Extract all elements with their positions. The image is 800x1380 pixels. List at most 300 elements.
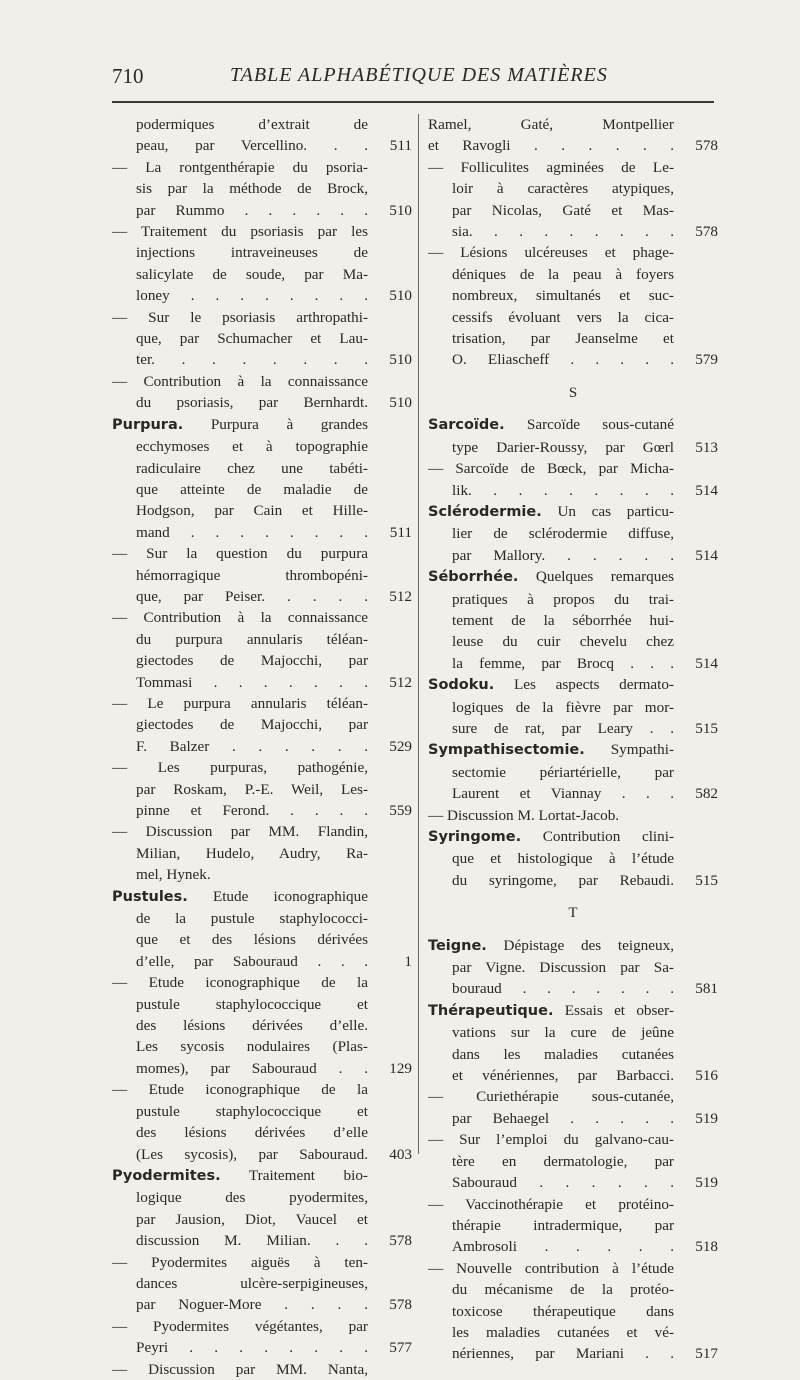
entry-text: Un cas particu-: [557, 502, 674, 520]
entry-text: par Nicolas, Gaté et Mas-: [452, 201, 674, 219]
index-entry: [112, 1165, 412, 1252]
entry-line: [428, 523, 718, 544]
index-entry: [112, 607, 412, 693]
entry-line: [112, 114, 412, 135]
entry-line: [112, 221, 412, 242]
entry-text: sectomie périartérielle, par: [452, 763, 674, 781]
index-entry: [428, 242, 718, 370]
entry-text: — Curiethérapie sous-cutanée,: [428, 1088, 674, 1106]
entry-line: [112, 843, 412, 864]
entry-line: [428, 1236, 718, 1257]
entry-text: nériennes, par Mariani . .: [452, 1345, 674, 1363]
entry-line: [112, 951, 412, 972]
entry-text: discussion M. Milian. . .: [136, 1232, 368, 1250]
page-reference: 578: [695, 137, 718, 155]
entry-line: [112, 565, 412, 586]
entry-text: du purpura annularis téléan-: [136, 630, 368, 648]
section-letter: S: [568, 384, 578, 401]
entry-keyword: Thérapeutique.: [428, 1002, 554, 1019]
entry-text: — Vaccinothérapie et protéino-: [428, 1195, 674, 1213]
entry-keyword: Sympathisectomie.: [428, 742, 585, 759]
index-entry: [428, 826, 718, 891]
index-entry: [112, 1079, 412, 1165]
entry-text: tement de la séborrhée hui-: [452, 611, 674, 629]
entry-line: [112, 200, 412, 221]
entry-line: [112, 736, 412, 757]
entry-text: — Contribution à la connaissance: [112, 609, 368, 627]
entry-line: [112, 757, 412, 778]
entry-line: [112, 1209, 412, 1230]
entry-text: cessifs évoluant vers la cica-: [452, 308, 674, 326]
entry-line: [428, 178, 718, 199]
entry-text: sis par la méthode de Brock,: [136, 180, 368, 198]
page-reference: 578: [389, 1232, 412, 1250]
entry-text: Etude iconographique: [212, 887, 368, 905]
entry-text: que et histologique à l’étude: [452, 850, 674, 868]
entry-line: [428, 1279, 718, 1300]
entry-text: lik. . . . . . . . .: [452, 481, 674, 499]
page-reference: 519: [695, 1109, 718, 1127]
entry-line: [428, 545, 718, 566]
entry-line: [112, 908, 412, 929]
entry-text: les maladies cutanées et vé-: [452, 1323, 674, 1341]
entry-text: O. Eliascheff . . . . .: [452, 351, 674, 369]
entry-text: — Discussion M. Lortat-Jacob.: [428, 806, 620, 824]
page-reference: 519: [695, 1174, 718, 1192]
index-entry: [428, 1000, 718, 1087]
entry-line: [428, 1322, 718, 1343]
entry-text: pustule staphylococcique et: [136, 995, 368, 1013]
entry-keyword: Pyodermites.: [112, 1167, 221, 1184]
entry-line: [112, 1294, 412, 1315]
entry-line: [112, 714, 412, 735]
section-letter: T: [568, 905, 578, 922]
entry-text: Essais et obser-: [564, 1001, 674, 1019]
page-reference: 577: [389, 1339, 412, 1357]
entry-line: [112, 650, 412, 671]
entry-text: Laurent et Viannay . . .: [452, 785, 674, 803]
entry-text: — Les purpuras, pathogénie,: [112, 759, 368, 777]
entry-text: Sympathi-: [610, 741, 674, 759]
index-entry: [112, 972, 412, 1079]
entry-line: [428, 135, 718, 156]
entry-line: [112, 1316, 412, 1337]
entry-keyword: Pustules.: [112, 888, 188, 905]
entry-text: la femme, par Brocq . . .: [452, 654, 674, 672]
entry-text: — Contribution à la connaissance: [112, 372, 368, 390]
entry-text: salicylate de soude, par Ma-: [136, 265, 368, 283]
page-reference: 514: [695, 481, 718, 499]
running-title: TABLE ALPHABÉTIQUE DES MATIÈRES: [230, 64, 608, 86]
entry-text: — Nouvelle contribution à l’étude: [428, 1259, 674, 1277]
entry-text: par Mallory. . . . . .: [452, 546, 674, 564]
entry-line: [112, 1337, 412, 1358]
page-reference: 510: [389, 287, 412, 305]
entry-text: bouraud . . . . . . .: [452, 980, 674, 998]
entry-text: Hodgson, par Cain et Hille-: [136, 502, 368, 520]
page-reference: 514: [695, 546, 718, 564]
page-reference: 559: [389, 802, 412, 819]
entry-text: pinne et Ferond. . . . .: [136, 802, 368, 819]
entry-text: — La rontgenthérapie du psoria-: [112, 158, 368, 176]
entry-text: hémorragique thrombopéni-: [136, 566, 368, 584]
entry-text: du syringome, par Rebaudi.: [452, 871, 674, 889]
entry-line: [112, 800, 412, 821]
entry-text: ecchymoses et à topographie: [136, 438, 368, 456]
entry-line: [428, 1022, 718, 1043]
entry-text: giectodes de Majocchi, par: [136, 716, 368, 734]
entry-text: — Sur l’emploi du galvano-cau-: [428, 1131, 674, 1149]
entry-line: [112, 607, 412, 628]
index-entry: [428, 1194, 718, 1258]
entry-text: déniques de la peau à foyers: [452, 265, 674, 283]
page-reference: 581: [695, 980, 718, 998]
entry-keyword: Purpura.: [112, 416, 184, 433]
entry-text: F. Balzer . . . . . .: [136, 737, 368, 755]
entry-line: [112, 629, 412, 650]
entry-line: [428, 739, 718, 761]
page-reference: 510: [389, 351, 412, 369]
entry-text: logique des pyodermites,: [136, 1189, 368, 1207]
entry-line: [428, 1108, 718, 1129]
page-reference: 518: [695, 1238, 718, 1256]
entry-text: — Etude iconographique de la: [112, 1081, 368, 1099]
entry-text: mand . . . . . . . .: [136, 523, 368, 541]
page-reference: 129: [389, 1059, 412, 1077]
page-reference: 512: [389, 673, 412, 691]
entry-text: pratiques à propos du trai-: [452, 590, 674, 608]
entry-line: [428, 157, 718, 178]
page-reference: 578: [389, 1296, 412, 1314]
entry-text: Ramel, Gaté, Montpellier: [428, 116, 674, 133]
entry-text: par Behaegel . . . . .: [452, 1109, 674, 1127]
entry-text: toxicose thérapeutique dans: [452, 1302, 674, 1320]
entry-text: et Ravogli . . . . . .: [428, 137, 674, 155]
entry-line: [428, 1215, 718, 1236]
entry-line: [112, 349, 412, 370]
entry-line: [112, 414, 412, 436]
entry-line: [112, 392, 412, 413]
entry-line: [112, 135, 412, 156]
entry-text: du mécanisme de la protéo-: [452, 1281, 674, 1299]
entry-text: par Vigne. Discussion par Sa-: [452, 959, 674, 977]
entry-text: dans les maladies cutanées: [452, 1045, 674, 1063]
index-entry: [112, 307, 412, 371]
entry-text: des lésions dérivées d’elle.: [136, 1017, 368, 1035]
index-entry: [112, 1252, 412, 1316]
entry-text: — Sur la question du purpura: [112, 545, 368, 563]
entry-line: [112, 972, 412, 993]
entry-line: [112, 479, 412, 500]
entry-text: d’elle, par Sabouraud . . .: [136, 952, 368, 970]
entry-line: [428, 1194, 718, 1215]
entry-keyword: Sarcoïde.: [428, 417, 505, 434]
entry-line: [428, 1301, 718, 1322]
entry-line: [112, 264, 412, 285]
entry-line: [112, 242, 412, 263]
entry-text: — Pyodermites aiguës à ten-: [112, 1253, 368, 1271]
entry-line: [428, 566, 718, 588]
entry-line: [428, 1172, 718, 1193]
index-entry: [428, 458, 718, 501]
entry-text: des lésions dérivées d’elle: [136, 1124, 368, 1142]
entry-line: [112, 886, 412, 908]
entry-line: [112, 500, 412, 521]
index-entry: [112, 221, 412, 307]
index-entry: [112, 886, 412, 973]
index-entry: [428, 1086, 718, 1129]
entry-line: [112, 1079, 412, 1100]
entry-text: — Lésions ulcéreuses et phage-: [428, 244, 674, 262]
entry-line: [112, 436, 412, 457]
entry-text: et vénériennes, par Barbacci.: [452, 1067, 674, 1085]
entry-text: Ambrosoli . . . . .: [452, 1238, 674, 1256]
index-entry: [112, 821, 412, 885]
entry-keyword: Séborrhée.: [428, 569, 519, 586]
entry-line: [428, 1065, 718, 1086]
page-reference: 516: [695, 1067, 718, 1085]
entry-line: [112, 672, 412, 693]
entry-line: [112, 1036, 412, 1057]
index-entry: [428, 805, 718, 826]
entry-line: [112, 864, 412, 885]
entry-line: [428, 264, 718, 285]
entry-line: [428, 1086, 718, 1107]
header-rule: [112, 101, 714, 103]
entry-text: — Folliculites agminées de Le-: [428, 158, 674, 176]
page-reference: 403: [389, 1145, 412, 1163]
entry-line: [112, 1015, 412, 1036]
page-reference: 511: [389, 523, 412, 541]
page-reference: 511: [389, 137, 412, 155]
entry-keyword: Teigne.: [428, 937, 487, 954]
entry-line: [112, 1359, 412, 1380]
entry-text: Traitement bio-: [248, 1166, 368, 1184]
entry-line: [428, 957, 718, 978]
index-entry: [428, 935, 718, 1000]
entry-text: sure de rat, par Leary . .: [452, 719, 674, 737]
entry-line: [428, 328, 718, 349]
entry-line: [112, 1252, 412, 1273]
entry-line: [428, 653, 718, 674]
entry-line: [428, 848, 718, 869]
entry-line: [112, 821, 412, 842]
entry-line: [428, 200, 718, 221]
left-column: [112, 114, 412, 1380]
entry-text: leuse du cuir chevelu chez: [452, 633, 674, 651]
entry-text: que atteinte de maladie de: [136, 480, 368, 498]
entry-line: [428, 1129, 718, 1150]
page-reference: 515: [695, 719, 718, 737]
entry-line: [112, 1165, 412, 1187]
page-reference: 579: [695, 351, 718, 369]
entry-line: [428, 501, 718, 523]
entry-line: [428, 1044, 718, 1065]
index-entry: [112, 543, 412, 607]
entry-text: — Discussion par MM. Nanta,: [112, 1360, 368, 1378]
entry-text: — Le purpura annularis téléan-: [112, 694, 368, 712]
column-divider: [418, 114, 419, 1154]
entry-text: par Jausion, Diot, Vaucel et: [136, 1210, 368, 1228]
entry-text: dances ulcère-serpigineuses,: [136, 1274, 368, 1292]
entry-text: Sarcoïde sous-cutané: [526, 416, 674, 434]
entry-text: que, par Peiser. . . . .: [136, 587, 368, 605]
entry-text: — Sur le psoriasis arthropathi-: [112, 308, 368, 326]
entry-line: [428, 718, 718, 739]
entry-text: Tommasi . . . . . . .: [136, 673, 368, 691]
entry-text: Peyri . . . . . . . .: [136, 1339, 368, 1357]
entry-text: — Sarcoïde de Bœck, par Micha-: [428, 460, 674, 478]
index-entry: [428, 157, 718, 243]
entry-keyword: Syringome.: [428, 829, 522, 845]
entry-line: [428, 285, 718, 306]
entry-line: [112, 328, 412, 349]
entry-line: [428, 480, 718, 501]
entry-text: Les aspects dermato-: [513, 676, 674, 694]
index-entry: [112, 414, 412, 543]
index-entry: [112, 757, 412, 821]
index-entry: [428, 501, 718, 566]
entry-text: Quelques remarques: [535, 568, 674, 586]
entry-line: [428, 414, 718, 436]
page-reference: 517: [695, 1345, 718, 1363]
entry-line: [112, 307, 412, 328]
entry-line: [428, 631, 718, 652]
page-reference: 512: [389, 587, 412, 605]
entry-text: par Roskam, P.-E. Weil, Les-: [136, 780, 368, 798]
entry-text: Milian, Hudelo, Audry, Ra-: [136, 844, 368, 862]
entry-text: podermiques d’extrait de: [136, 116, 368, 133]
entry-line: [112, 693, 412, 714]
page-reference: 513: [695, 438, 718, 456]
page-reference: 510: [389, 201, 412, 219]
page-reference: 582: [695, 785, 718, 803]
entry-text: pustule staphylococcique et: [136, 1102, 368, 1120]
entry-text: loir à caractères atypiques,: [452, 180, 674, 198]
entry-text: que, par Schumacher et Lau-: [136, 330, 368, 348]
entry-text: ter. . . . . . . .: [136, 351, 368, 369]
entry-line: [112, 1058, 412, 1079]
entry-line: [112, 543, 412, 564]
page-reference: 510: [389, 394, 412, 412]
entry-line: [112, 994, 412, 1015]
entry-line: [428, 221, 718, 242]
index-entry: [112, 693, 412, 757]
page-reference: 514: [695, 654, 718, 672]
entry-line: [428, 805, 718, 826]
entry-text: Purpura à grandes: [210, 415, 368, 433]
entry-line: [428, 697, 718, 718]
index-entry: [112, 114, 412, 157]
page-header: [112, 64, 712, 98]
entry-text: trisation, par Jeanselme et: [452, 330, 674, 348]
entry-text: Les sycosis nodulaires (Plas-: [136, 1038, 368, 1056]
entry-text: Dépistage des teigneux,: [503, 936, 674, 954]
entry-line: [428, 307, 718, 328]
right-column: [428, 114, 718, 1365]
entry-text: lier de sclérodermie diffuse,: [452, 525, 674, 543]
index-entry: [112, 371, 412, 414]
entry-text: momes), par Sabouraud . .: [136, 1059, 368, 1077]
entry-line: [112, 1101, 412, 1122]
entry-text: par Noguer-More . . . .: [136, 1296, 368, 1314]
index-entry: [112, 1359, 412, 1380]
entry-line: [112, 371, 412, 392]
index-entry: [428, 414, 718, 458]
entry-text: que et des lésions dérivées: [136, 931, 368, 949]
entry-line: [428, 826, 718, 848]
entry-text: giectodes de Majocchi, par: [136, 652, 368, 670]
entry-line: [112, 522, 412, 543]
entry-line: [428, 437, 718, 458]
page-reference: 1: [404, 952, 412, 970]
entry-line: [428, 242, 718, 263]
entry-text: peau, par Vercellino. . .: [136, 137, 368, 155]
entry-line: [428, 589, 718, 610]
entry-line: [112, 157, 412, 178]
entry-text: thérapie intradermique, par: [452, 1216, 674, 1234]
entry-line: [112, 929, 412, 950]
entry-text: loney . . . . . . . .: [136, 287, 368, 305]
entry-text: nombreux, simultanés et suc-: [452, 287, 674, 305]
entry-line: [428, 1258, 718, 1279]
entry-line: [428, 783, 718, 804]
entry-line: [428, 674, 718, 696]
entry-line: [428, 114, 718, 135]
index-entry: [428, 1258, 718, 1365]
entry-line: [112, 178, 412, 199]
index-entry: [112, 157, 412, 221]
index-entry: [428, 674, 718, 739]
entry-text: du psoriasis, par Bernhardt.: [136, 394, 368, 412]
entry-line: [112, 1230, 412, 1251]
entry-keyword: Sodoku.: [428, 677, 495, 694]
entry-text: de la pustule staphylococci-: [136, 910, 368, 928]
entry-line: [112, 1144, 412, 1165]
entry-text: injections intraveineuses de: [136, 244, 368, 262]
entry-line: [112, 458, 412, 479]
entry-line: [428, 610, 718, 631]
entry-line: [428, 349, 718, 370]
entry-text: vations sur la cure de jeûne: [452, 1024, 674, 1042]
page-reference: 578: [695, 223, 718, 241]
entry-text: Sabouraud . . . . . .: [452, 1174, 674, 1192]
entry-text: tère en dermatologie, par: [452, 1152, 674, 1170]
entry-line: [112, 285, 412, 306]
entry-text: mel, Hynek.: [136, 866, 211, 884]
entry-line: [112, 1122, 412, 1143]
entry-text: type Darier-Roussy, par Gœrl: [452, 438, 674, 456]
entry-line: [428, 1151, 718, 1172]
page-reference: 515: [695, 871, 718, 889]
entry-line: [112, 1273, 412, 1294]
entry-line: [428, 1343, 718, 1364]
page-reference: 529: [389, 737, 412, 755]
entry-text: Contribution clini-: [542, 828, 674, 845]
entry-text: radiculaire chez une tabéti-: [136, 459, 368, 477]
page-number: 710: [112, 64, 144, 88]
index-entry: [428, 114, 718, 157]
entry-text: — Traitement du psoriasis par les: [112, 223, 368, 241]
entry-line: [428, 870, 718, 891]
entry-line: [428, 762, 718, 783]
index-entry: [428, 739, 718, 804]
index-entry: [428, 566, 718, 674]
entry-line: [112, 586, 412, 607]
index-entry: [428, 1129, 718, 1193]
entry-text: — Etude iconographique de la: [112, 974, 368, 992]
entry-text: logiques de la fièvre par mor-: [452, 698, 674, 716]
